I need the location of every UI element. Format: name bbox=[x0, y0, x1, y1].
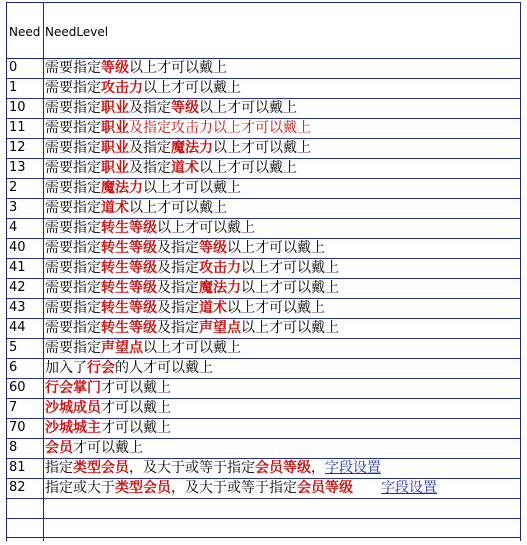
description-text: 需要指定 bbox=[45, 280, 101, 296]
description-text: 及指定 bbox=[157, 240, 199, 256]
need-code: 2 bbox=[9, 180, 18, 195]
table-row bbox=[6, 258, 521, 278]
need-code: 13 bbox=[9, 160, 26, 175]
need-level-description bbox=[45, 438, 143, 458]
need-code: 5 bbox=[9, 340, 18, 355]
table-row bbox=[6, 458, 521, 478]
highlighted-term: 声望点 bbox=[101, 340, 143, 356]
highlighted-term: 道术 bbox=[101, 200, 129, 216]
description-text: 需要指定 bbox=[45, 180, 101, 196]
description-text: 需要指定 bbox=[45, 340, 101, 356]
description-text: 以上才可以戴上 bbox=[143, 80, 241, 96]
row-line bbox=[6, 178, 521, 179]
need-level-description bbox=[45, 138, 311, 158]
need-level-description bbox=[45, 198, 227, 218]
highlighted-term: 转生等级 bbox=[101, 220, 157, 236]
description-text: 及指定 bbox=[129, 100, 171, 116]
row-line bbox=[6, 418, 521, 419]
highlighted-term: 职业 bbox=[101, 100, 129, 116]
need-code: 11 bbox=[9, 120, 26, 135]
row-line bbox=[6, 238, 521, 239]
description-text: 才可以戴上 bbox=[101, 420, 171, 436]
column-divider bbox=[43, 2, 44, 541]
need-code: 42 bbox=[9, 280, 26, 295]
table-row bbox=[6, 78, 521, 98]
highlighted-term: 魔法力 bbox=[171, 140, 213, 156]
table-row bbox=[6, 238, 521, 258]
highlighted-term: 职业 bbox=[101, 120, 129, 136]
need-code: 41 bbox=[9, 260, 26, 275]
need-level-description bbox=[45, 318, 339, 338]
header-needlevel: NeedLevel bbox=[45, 25, 109, 39]
highlighted-term: 魔法力 bbox=[199, 280, 241, 296]
need-level-description bbox=[45, 298, 325, 318]
row-line bbox=[6, 258, 521, 259]
description-text: 的人才可以戴上 bbox=[115, 360, 213, 376]
description-text: 需要指定 bbox=[45, 60, 101, 76]
left-border bbox=[6, 2, 7, 541]
highlighted-term: 等级 bbox=[101, 60, 129, 76]
highlighted-term: 魔法力 bbox=[101, 180, 143, 196]
highlighted-term: 及指定攻击力以上才可以戴上 bbox=[129, 120, 311, 136]
highlighted-term: 职业 bbox=[101, 160, 129, 176]
table-row bbox=[6, 158, 521, 178]
highlighted-term: 转生等级 bbox=[101, 260, 157, 276]
table-row bbox=[6, 298, 521, 318]
row-line bbox=[6, 118, 521, 119]
header-need: Need bbox=[9, 25, 41, 39]
description-text: 及指定 bbox=[157, 320, 199, 336]
table-row bbox=[6, 218, 521, 238]
description-text: 以上才可以戴上 bbox=[241, 260, 339, 276]
highlighted-term: 沙城城主 bbox=[45, 420, 101, 436]
description-text: 需要指定 bbox=[45, 200, 101, 216]
table-row bbox=[6, 338, 521, 358]
highlighted-term: 等级 bbox=[171, 100, 199, 116]
highlighted-term: 行会 bbox=[87, 360, 115, 376]
need-code: 82 bbox=[9, 480, 26, 495]
field-settings-link[interactable]: 字段设置 bbox=[325, 460, 381, 476]
highlighted-term: 等级 bbox=[199, 240, 227, 256]
need-level-description bbox=[45, 58, 227, 78]
need-level-description bbox=[45, 178, 241, 198]
description-text: 指定或大于 bbox=[45, 480, 115, 496]
need-code: 0 bbox=[9, 60, 18, 75]
highlighted-term: 攻击力 bbox=[101, 80, 143, 96]
highlighted-term: 行会掌门 bbox=[45, 380, 101, 396]
highlighted-term: 转生等级 bbox=[101, 280, 157, 296]
highlighted-term: 转生等级 bbox=[101, 320, 157, 336]
need-code: 43 bbox=[9, 300, 26, 315]
description-text: 需要指定 bbox=[45, 240, 101, 256]
description-text: 及指定 bbox=[157, 260, 199, 276]
row-line bbox=[6, 318, 521, 319]
row-line bbox=[6, 98, 521, 99]
row-line bbox=[6, 478, 521, 479]
need-level-description bbox=[45, 78, 241, 98]
row-line bbox=[6, 458, 521, 459]
description-text: 以上才可以戴上 bbox=[199, 160, 297, 176]
table-row bbox=[6, 198, 521, 218]
description-text: 以上才可以戴上 bbox=[157, 220, 255, 236]
need-level-description bbox=[45, 478, 437, 498]
description-text: 才可以戴上 bbox=[101, 400, 171, 416]
row-line bbox=[6, 138, 521, 139]
row-line bbox=[6, 278, 521, 279]
row-line bbox=[6, 298, 521, 299]
description-text: 及指定 bbox=[129, 140, 171, 156]
need-level-description bbox=[45, 98, 297, 118]
need-level-description bbox=[45, 278, 339, 298]
need-code: 7 bbox=[9, 400, 18, 415]
row-line bbox=[6, 218, 521, 219]
row-line bbox=[6, 498, 521, 499]
table-header bbox=[6, 22, 521, 42]
highlighted-term: 会员等级 bbox=[255, 460, 311, 476]
table-row bbox=[6, 58, 521, 78]
need-level-description bbox=[45, 158, 297, 178]
description-text: 需要指定 bbox=[45, 320, 101, 336]
header-bottom-line bbox=[6, 58, 521, 59]
need-code: 12 bbox=[9, 140, 26, 155]
highlighted-term: 道术 bbox=[171, 160, 199, 176]
table-row bbox=[6, 398, 521, 418]
description-text: 需要指定 bbox=[45, 260, 101, 276]
need-code: 10 bbox=[9, 100, 26, 115]
row-line bbox=[6, 438, 521, 439]
description-text: 需要指定 bbox=[45, 140, 101, 156]
description-text: 以上才可以戴上 bbox=[129, 60, 227, 76]
description-text: 以上才可以戴上 bbox=[213, 140, 311, 156]
description-text: 需要指定 bbox=[45, 300, 101, 316]
need-code: 3 bbox=[9, 200, 18, 215]
need-level-description bbox=[45, 358, 213, 378]
table-row bbox=[6, 358, 521, 378]
row-line bbox=[6, 78, 521, 79]
need-level-table bbox=[6, 0, 521, 541]
description-text: 以上才可以戴上 bbox=[143, 180, 241, 196]
need-code: 40 bbox=[9, 240, 26, 255]
description-text: 以上才可以戴上 bbox=[199, 100, 297, 116]
empty-row-line bbox=[6, 518, 521, 519]
need-level-description bbox=[45, 118, 311, 138]
table-row bbox=[6, 178, 521, 198]
description-text: 及指定 bbox=[129, 160, 171, 176]
description-text: 需要指定 bbox=[45, 120, 101, 136]
field-settings-link[interactable]: 字段设置 bbox=[381, 480, 437, 496]
description-text: 以上才可以戴上 bbox=[143, 340, 241, 356]
need-code: 70 bbox=[9, 420, 26, 435]
need-code: 4 bbox=[9, 220, 18, 235]
highlighted-term: 声望点 bbox=[199, 320, 241, 336]
table-row bbox=[6, 138, 521, 158]
highlighted-term: 会员等级 bbox=[297, 480, 353, 496]
highlighted-term: 类型会员 bbox=[115, 480, 171, 496]
description-text: 才可以戴上 bbox=[101, 380, 171, 396]
highlighted-term: 类型会员 bbox=[73, 460, 129, 476]
description-text: 需要指定 bbox=[45, 80, 101, 96]
need-code: 8 bbox=[9, 440, 18, 455]
description-text: 需要指定 bbox=[45, 160, 101, 176]
highlighted-term: 道术 bbox=[199, 300, 227, 316]
row-line bbox=[6, 398, 521, 399]
row-line bbox=[6, 358, 521, 359]
table-row bbox=[6, 98, 521, 118]
table-row bbox=[6, 418, 521, 438]
description-text bbox=[353, 480, 381, 496]
description-text: 需要指定 bbox=[45, 220, 101, 236]
table-row bbox=[6, 278, 521, 298]
description-text: 及指定 bbox=[157, 300, 199, 316]
highlighted-term: 转生等级 bbox=[101, 240, 157, 256]
table-row bbox=[6, 378, 521, 398]
description-text: 指定 bbox=[45, 460, 73, 476]
highlighted-term: 沙城成员 bbox=[45, 400, 101, 416]
need-level-description bbox=[45, 398, 171, 418]
description-text: ，及大于或等于指定 bbox=[129, 460, 255, 476]
highlighted-term: 职业 bbox=[101, 140, 129, 156]
row-line bbox=[6, 378, 521, 379]
description-text: 以上才可以戴上 bbox=[241, 320, 339, 336]
need-level-description bbox=[45, 418, 171, 438]
top-border bbox=[6, 2, 521, 3]
highlighted-term: 会员 bbox=[45, 440, 73, 456]
description-text: 才可以戴上 bbox=[73, 440, 143, 456]
description-text: 以上才可以戴上 bbox=[129, 200, 227, 216]
description-text: 需要指定 bbox=[45, 100, 101, 116]
need-code: 6 bbox=[9, 360, 18, 375]
table-row bbox=[6, 438, 521, 458]
table-row bbox=[6, 118, 521, 138]
description-text: ，及大于或等于指定 bbox=[171, 480, 297, 496]
description-text: 及指定 bbox=[157, 280, 199, 296]
need-code: 81 bbox=[9, 460, 26, 475]
need-level-description bbox=[45, 258, 339, 278]
row-line bbox=[6, 198, 521, 199]
row-line bbox=[6, 158, 521, 159]
need-code: 44 bbox=[9, 320, 26, 335]
description-text: ， bbox=[311, 460, 325, 476]
description-text: 以上才可以戴上 bbox=[227, 300, 325, 316]
description-text: 以上才可以戴上 bbox=[241, 280, 339, 296]
need-code: 1 bbox=[9, 80, 18, 95]
table-row bbox=[6, 318, 521, 338]
description-text: 以上才可以戴上 bbox=[227, 240, 325, 256]
need-level-description bbox=[45, 238, 325, 258]
right-border bbox=[520, 2, 521, 541]
row-line bbox=[6, 338, 521, 339]
need-level-description bbox=[45, 218, 255, 238]
need-code: 60 bbox=[9, 380, 26, 395]
description-text: 加入了 bbox=[45, 360, 87, 376]
need-level-description bbox=[45, 458, 381, 478]
need-level-description bbox=[45, 338, 241, 358]
bottom-border bbox=[6, 537, 521, 538]
table-row bbox=[6, 478, 521, 498]
need-level-description bbox=[45, 378, 171, 398]
highlighted-term: 攻击力 bbox=[199, 260, 241, 276]
highlighted-term: 转生等级 bbox=[101, 300, 157, 316]
